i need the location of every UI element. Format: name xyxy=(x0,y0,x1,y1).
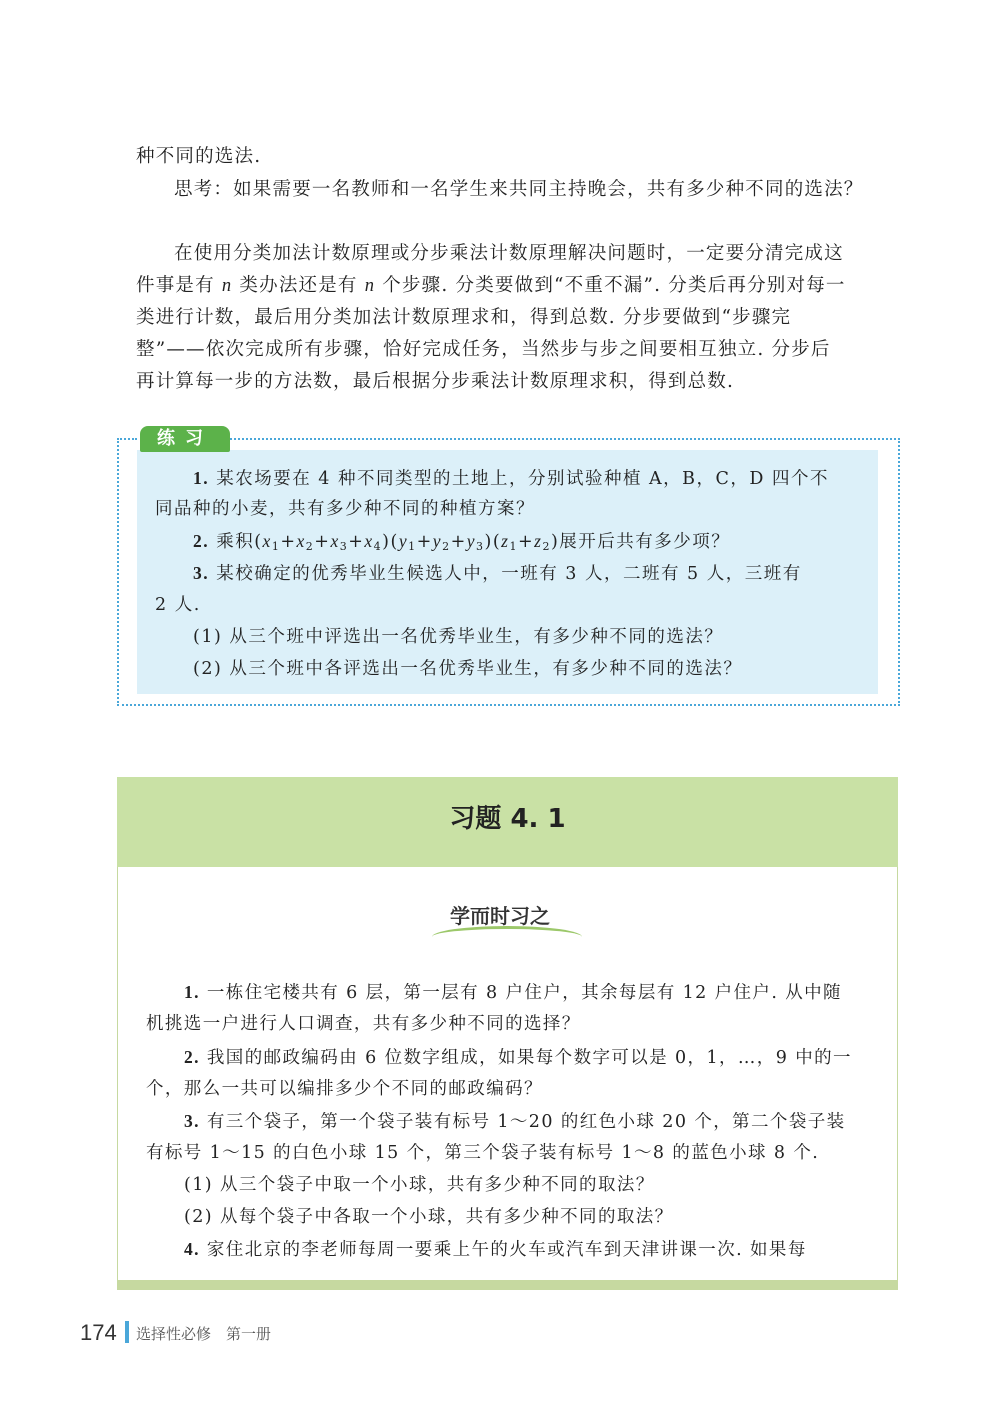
summary-line: 再计算每一步的方法数，最后根据分步乘法计数原理求积，得到总数. xyxy=(136,371,735,392)
practice-question-1: 1. 某农场要在 4 种不同类型的土地上，分别试验种植 A，B，C，D 四个不 xyxy=(193,468,830,489)
page-number: 174 xyxy=(80,1320,117,1345)
summary-line: 整”——依次完成所有步骤，恰好完成任务，当然步与步之间要相互独立. 分步后 xyxy=(136,339,831,360)
exercise-question-1: 1. 一栋住宅楼共有 6 层，第一层有 8 户住户，其余每层有 12 户住户. 从中随 xyxy=(184,982,842,1003)
practice-border xyxy=(230,438,896,440)
exercise-question-2: 2. 我国的邮政编码由 6 位数字组成，如果每个数字可以是 0，1，…，9 中的一 xyxy=(184,1047,852,1068)
practice-border xyxy=(117,438,137,440)
exercise-bottom-bar xyxy=(117,1280,898,1290)
practice-subquestion: (1) 从三个班中评选出一名优秀毕业生，有多少种不同的选法？ xyxy=(193,627,724,647)
exercise-question-1-cont: 机挑选一户进行人口调查，共有多少种不同的选择？ xyxy=(146,1014,581,1034)
book-title: 选择性必修 第一册 xyxy=(136,1325,272,1343)
summary-line: 类进行计数，最后用分类加法计数原理求和，得到总数. 分步要做到“步骤完 xyxy=(136,307,792,328)
practice-tab: 练习 xyxy=(140,426,230,452)
practice-question-3: 3. 某校确定的优秀毕业生候选人中，一班有 3 人，二班有 5 人，三班有 xyxy=(193,563,802,584)
think-question: 思考：如果需要一名教师和一名学生来共同主持晚会，共有多少种不同的选法？ xyxy=(174,179,864,200)
intro-line: 种不同的选法. xyxy=(136,146,262,167)
practice-subquestion: (2) 从三个班中各评选出一名优秀毕业生，有多少种不同的选法？ xyxy=(193,659,743,679)
exercise-title: 习题 4. 1 xyxy=(449,804,566,834)
exercise-question-3-cont: 有标号 1～15 的白色小球 15 个，第三个袋子装有标号 1～8 的蓝色小球 8 个. xyxy=(146,1143,820,1163)
summary-line: 件事是有 n 类办法还是有 n 个步骤. 分类要做到“不重不漏”. 分类后再分别对每一 xyxy=(136,275,846,296)
footer-divider xyxy=(125,1321,129,1343)
exercise-question-2-cont: 个，那么一共可以编排多少个不同的邮政编码？ xyxy=(146,1079,543,1099)
exercise-subtitle: 学而时习之 xyxy=(450,904,550,928)
exercise-question-4: 4. 家住北京的李老师每周一要乘上午的火车或汽车到天津讲课一次. 如果每 xyxy=(184,1239,807,1260)
practice-question-2: 2. 乘积$(x_1+x_2+x_3+x_4)(y_1+y_2+y_3)(z_1+z_2)$展开后共有多少项？ xyxy=(193,531,731,553)
exercise-question-3: 3. 有三个袋子，第一个袋子装有标号 1～20 的红色小球 20 个，第二个袋子装 xyxy=(184,1111,846,1132)
summary-line: 在使用分类加法计数原理或分步乘法计数原理解决问题时，一定要分清完成这 xyxy=(174,243,844,264)
exercise-subquestion: (2) 从每个袋子中各取一个小球，共有多少种不同的取法？ xyxy=(184,1207,674,1227)
practice-question-3-cont: 2 人. xyxy=(155,595,201,615)
practice-question-1-cont: 同品种的小麦，共有多少种不同的种植方案？ xyxy=(155,499,535,519)
exercise-subquestion: (1) 从三个袋子中取一个小球，共有多少种不同的取法？ xyxy=(184,1175,655,1195)
